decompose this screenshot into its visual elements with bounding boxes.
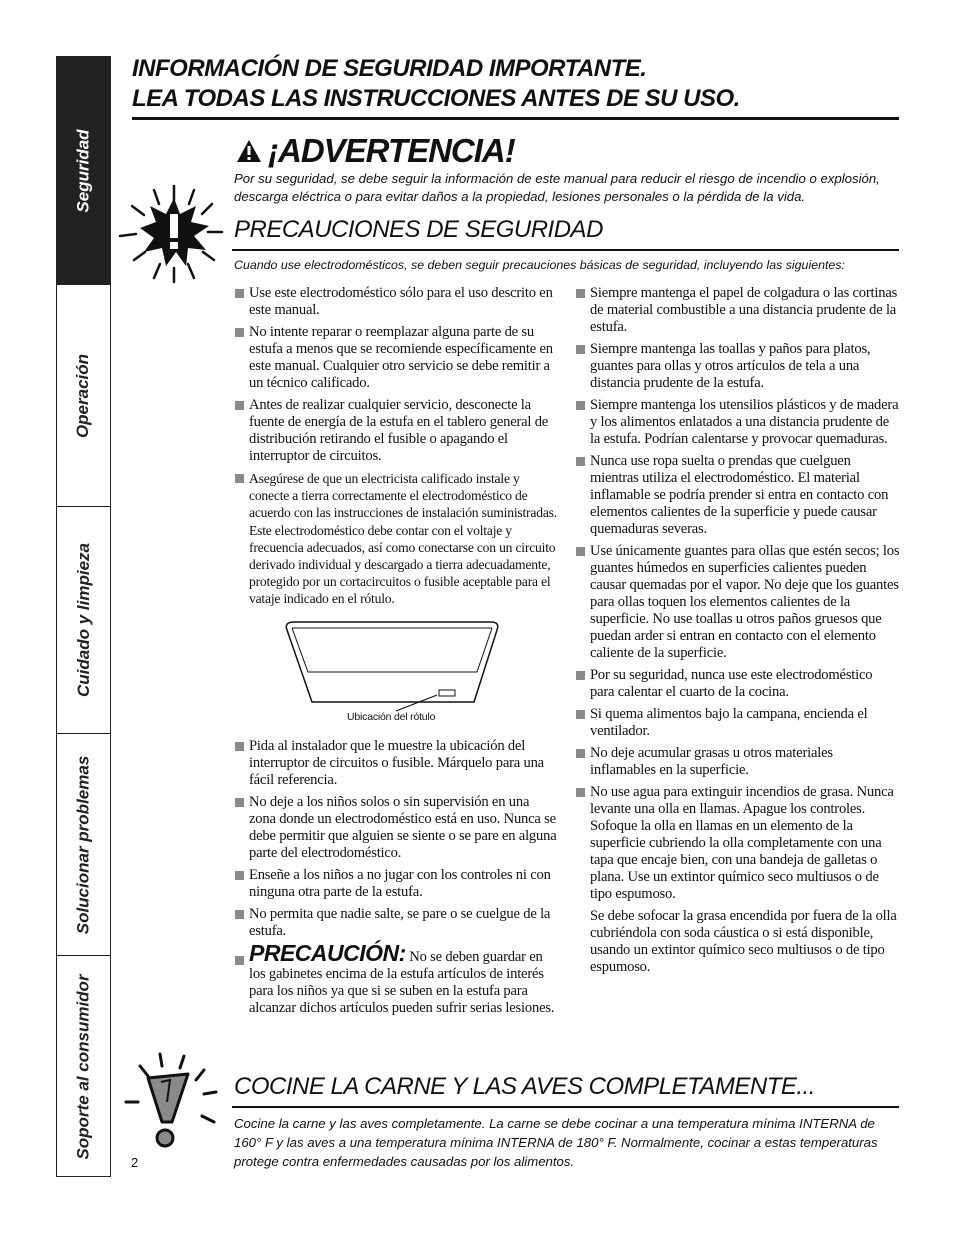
list-item: No permita que nadie salte, se pare o se cuelgue de la estufa. [234,906,559,940]
bullet-square-icon [235,289,244,298]
exclamation-alert-icon [118,1052,228,1152]
list-item: Enseñe a los niños a no jugar con los controles ni con ninguna otra parte de la estufa. [234,867,559,901]
precautions-divider [232,249,899,251]
bullet-square-icon [235,742,244,751]
tab-seguridad[interactable]: Seguridad [57,57,110,285]
bullet-square-icon [235,474,244,483]
caution-text: No se deben guardar en los gabinetes encima de la estufa artículos de interés para los niños ya que si se suben en la estufa para alcanzar dichos artículos pueden sufrir serias lesiones. [249,948,555,1016]
page-title-line1: INFORMACIÓN DE SEGURIDAD IMPORTANTE. [132,55,647,82]
list-item: Siempre mantenga los utensilios plásticos y de madera y los alimentos enlatados a una distancia prudente de la estufa. Podrían calentarse y provocar quemaduras. [575,397,900,448]
range-label-figure [234,618,559,730]
list-item: Si quema alimentos bajo la campana, encienda el ventilador. [575,706,900,740]
figure-caption: Ubicación del rótulo [347,710,436,723]
caution-item [234,939,559,1017]
list-item: Pida al instalador que le muestre la ubicación del interruptor de circuitos o fusible. Márquelo para una fácil referencia. [234,738,559,789]
page-title [132,54,912,114]
header-divider [132,117,899,120]
bullet-square-icon [235,401,244,410]
bullet-square-icon [576,547,585,556]
list-item: Antes de realizar cualquier servicio, desconecte la fuente de energía de la estufa en el tablero general de distribución retirando el fusible o apagando el interruptor de circuitos. [234,397,559,465]
bullet-square-icon [235,328,244,337]
tab-solucionar-problemas[interactable]: Solucionar problemas [57,734,110,956]
bullet-square-icon [576,401,585,410]
bullet-square-icon [235,956,244,965]
precautions-lead: Cuando use electrodomésticos, se deben seguir precauciones básicas de seguridad, incluyendo las siguientes: [234,258,845,272]
list-item: Siempre mantenga el papel de colgadura o las cortinas de material combustible a una distancia prudente de la estufa. [575,285,900,336]
list-item: Use este electrodoméstico sólo para el uso descrito en este manual. [234,285,559,319]
cook-heading: COCINE LA CARNE Y LAS AVES COMPLETAMENTE... [234,1073,815,1100]
tab-cuidado-y-limpieza[interactable]: Cuidado y limpieza [57,507,110,734]
bullet-square-icon [576,749,585,758]
side-tabs [56,56,111,1177]
bullet-square-icon [576,345,585,354]
list-item: Siempre mantenga las toallas y paños para platos, guantes para ollas y otros artículos de tela a una distancia prudente de la estufa. [575,341,900,392]
left-column [234,285,559,1022]
bullet-square-icon [576,788,585,797]
list-item: No use agua para extinguir incendios de grasa. Nunca levante una olla en llamas. Apague los controles. Sofoque la olla en llamas en un elemento de la superficie cubriendo la olla completamente con una tapa que encaje bien, con una bandeja de galletas o plana. Use un extintor químico seco multiusos o de tipo espumoso. [575,784,900,903]
range-drawer-illustration [234,618,559,713]
warning-heading [236,133,515,169]
bullet-square-icon [576,671,585,680]
page-number: 2 [131,1155,139,1170]
list-item: No intente reparar o reemplazar alguna parte de su estufa a menos que se recomiende específicamente en este manual. Cualquier otro servicio se debe remitir a un técnico calificado. [234,324,559,392]
list-item: Use únicamente guantes para ollas que estén secos; los guantes húmedos en superficies calientes pueden causar quemadas por el vapor. No deje que los guantes para ollas toquen los elementos calientes de la superficie. No use toallas u otros paños gruesos que puedan arder si entran en contacto con el elemento caliente de la superficie. [575,543,900,662]
bullet-square-icon [576,289,585,298]
caution-label: PRECAUCIÓN: [249,939,406,966]
bullet-square-icon [576,710,585,719]
cook-divider [232,1106,899,1108]
tab-soporte-al-consumidor[interactable]: Soporte al consumidor [73,974,93,1160]
list-item: Asegúrese de que un electricista calificado instale y conecte a tierra correctamente el electrodoméstico de acuerdo con las instrucciones de instalación suministradas. Este electrodoméstico debe contar con el voltaje y frecuencia adecuados, así como conectarse con un circuito derivado individual y descargado a tierra adecuadamente, protegido por un cortacircuitos o fusible aceptable para el vataje indicado en el rótulo. [234,470,559,608]
page-title-line2: LEA TODAS LAS INSTRUCCIONES ANTES DE SU USO. [132,85,740,112]
tab-operacion[interactable]: Operación [57,285,110,507]
list-item: No deje a los niños solos o sin supervisión en una zona donde un electrodoméstico está en uso. Nunca se debe permitir que alguien se siente o se pare en alguna parte del electrodoméstico. [234,794,559,862]
warning-title: ¡ADVERTENCIA! [268,132,515,169]
warning-triangle-icon [236,139,262,163]
list-item: No deje acumular grasas u otros materiales inflamables en la superficie. [575,745,900,779]
alert-burst-icon [114,184,234,284]
bullet-square-icon [235,910,244,919]
bullet-square-icon [235,871,244,880]
right-column [575,285,900,976]
bullet-square-icon [235,798,244,807]
grease-fire-paragraph: Se debe sofocar la grasa encendida por fuera de la olla cubriéndola con soda cáustica o si está disponible, usando un extintor químico seco multiusos o de tipo espumoso. [590,908,897,975]
list-item: Nunca use ropa suelta o prendas que cuelguen mientras utiliza el electrodoméstico. El material inflamable se podría prender si entra en contacto con elementos calientes de la superficie y puede causar quemaduras severas. [575,453,900,538]
bullet-square-icon [576,457,585,466]
cook-text: Cocine la carne y las aves completamente. La carne se debe cocinar a una temperatura mínima INTERNA de 160° F y las aves a una temperatura mínima INTERNA de 180° F. Normalmente, cocinar a estas temperaturas protege contra enfermedades causadas por los alimentos. [234,1116,878,1169]
warning-intro: Por su seguridad, se debe seguir la información de este manual para reducir el riesgo de incendio o explosión, descarga eléctrica o para evitar daños a la propiedad, lesiones personales o la pérdida de la vida. [234,171,880,204]
list-item: Por su seguridad, nunca use este electrodoméstico para calentar el cuarto de la cocina. [575,667,900,701]
precautions-heading: PRECAUCIONES DE SEGURIDAD [234,216,603,243]
